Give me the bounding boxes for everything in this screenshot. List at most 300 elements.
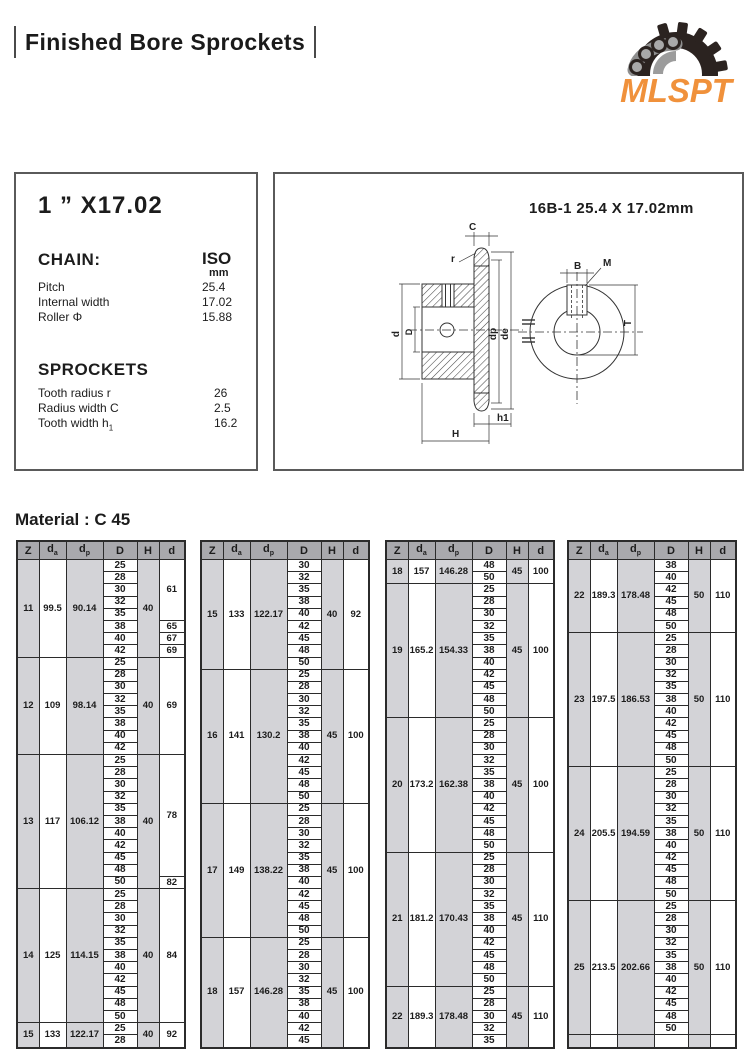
table-row	[201, 803, 369, 815]
table-row	[17, 657, 185, 669]
table-row	[201, 937, 369, 949]
cell-H: 50	[688, 560, 710, 633]
cell-D: 38	[654, 694, 688, 706]
dim-label-r: r	[451, 254, 455, 265]
cell-D: 25	[103, 1023, 137, 1035]
cell-D: 50	[103, 876, 137, 888]
cell-D: 42	[103, 974, 137, 986]
cell-D: 40	[287, 876, 321, 888]
table-row	[568, 560, 736, 572]
cell-D: 50	[103, 1010, 137, 1022]
cell-D: 40	[654, 974, 688, 986]
cell-D: 48	[472, 962, 506, 974]
cell-D: 25	[472, 584, 506, 596]
cell-D: 38	[654, 962, 688, 974]
cell-D: 48	[287, 913, 321, 925]
cell-D: 25	[103, 889, 137, 901]
cell-D: 32	[472, 755, 506, 767]
cell-H: 40	[137, 657, 159, 755]
brand-logo-text: MLSPT	[620, 72, 732, 109]
cell-D: 28	[103, 767, 137, 779]
sprocket-table-4	[567, 540, 737, 1049]
cell-dp: 194.59	[617, 767, 654, 901]
cell-dp: 178.48	[617, 560, 654, 633]
cell-D: 25	[472, 852, 506, 864]
cell-D: 45	[287, 1035, 321, 1048]
column-header: H	[321, 541, 343, 560]
cell-D: 30	[472, 608, 506, 620]
cell-D: 48	[472, 560, 506, 572]
cell-da: 109	[39, 657, 66, 755]
sprockets-section-label: SPROCKETS	[38, 360, 149, 379]
cell-da: 125	[39, 889, 66, 1023]
cell-D: 42	[654, 986, 688, 998]
cell-D: 32	[654, 937, 688, 949]
cell-D: 32	[287, 840, 321, 852]
cell-D: 40	[287, 608, 321, 620]
cell-D: 42	[287, 1023, 321, 1035]
cell-z: 22	[386, 986, 408, 1047]
cell-D: 50	[287, 925, 321, 937]
cell-dp: 202.66	[617, 901, 654, 1035]
cell-D: 48	[287, 645, 321, 657]
cell-H: 50	[688, 767, 710, 901]
unit-label	[202, 250, 231, 279]
cell-z: 25	[568, 901, 590, 1035]
dim-label-de: de	[500, 328, 511, 340]
cell-D: 38	[103, 718, 137, 730]
cell-D: 40	[287, 1010, 321, 1022]
cell-D: 30	[103, 681, 137, 693]
dim-label-B: B	[574, 261, 582, 272]
cell-D: 32	[103, 791, 137, 803]
cell-H: 40	[321, 560, 343, 670]
cell-D: 50	[654, 1023, 688, 1035]
spec-value: 17.02	[202, 295, 233, 309]
dim-label-D: D	[404, 328, 414, 336]
cell-D: 38	[287, 998, 321, 1010]
cell-D: 38	[287, 730, 321, 742]
cell-D: 42	[103, 840, 137, 852]
cell-D: 32	[287, 706, 321, 718]
cell-d: 69	[159, 657, 185, 755]
cell-D: 25	[103, 560, 137, 572]
cell-dp: 106.12	[66, 755, 103, 889]
cell-z	[568, 1035, 590, 1048]
cell-da: 213.5	[590, 901, 617, 1035]
cell-da: 205.5	[590, 767, 617, 901]
cell-D: 35	[287, 584, 321, 596]
table-row	[386, 718, 554, 730]
cell-D: 28	[472, 730, 506, 742]
cell-D: 35	[472, 1035, 506, 1048]
cell-H: 40	[137, 560, 159, 658]
cell-da: 141	[223, 669, 250, 803]
cell-da: 189.3	[408, 986, 435, 1047]
cell-z: 19	[386, 584, 408, 718]
cell-H: 45	[506, 852, 528, 986]
cell-H: 40	[137, 1023, 159, 1048]
cell-D: 28	[654, 645, 688, 657]
cell-D: 35	[103, 608, 137, 620]
column-header: D	[287, 541, 321, 560]
cell-D: 35	[472, 767, 506, 779]
cell-dp: 170.43	[435, 852, 472, 986]
cell-d: 92	[343, 560, 369, 670]
cell-D: 48	[103, 998, 137, 1010]
table-row	[568, 901, 736, 913]
cell-dp: 114.15	[66, 889, 103, 1023]
cell-d: 110	[710, 901, 736, 1035]
cell-D: 48	[654, 1010, 688, 1022]
cell-D: 38	[654, 828, 688, 840]
cell-D: 40	[103, 633, 137, 645]
cell-D: 35	[654, 950, 688, 962]
cell-dp: 154.33	[435, 584, 472, 718]
cell-D: 38	[103, 620, 137, 632]
dim-label-T: T	[623, 319, 634, 327]
cell-z: 16	[201, 669, 223, 803]
cell-H: 50	[688, 633, 710, 767]
spec-row-pitch	[38, 280, 248, 295]
table-header-row	[201, 541, 369, 560]
cell-z: 12	[17, 657, 39, 755]
cell-D: 28	[103, 1035, 137, 1048]
cell-D: 50	[654, 889, 688, 901]
cell-D: 30	[472, 742, 506, 754]
cell-d: 100	[528, 584, 554, 718]
dim-label-H: H	[452, 429, 460, 440]
table-row	[17, 889, 185, 901]
column-header: d	[343, 541, 369, 560]
cell-D: 32	[287, 572, 321, 584]
cell-z: 17	[201, 803, 223, 937]
cell-D: 32	[472, 1023, 506, 1035]
cell-D: 35	[287, 852, 321, 864]
spec-label: Radius width C	[38, 401, 119, 415]
chain-spec-box	[14, 172, 258, 471]
cell-D: 30	[287, 694, 321, 706]
cell-z: 23	[568, 633, 590, 767]
title-right-bar	[314, 26, 316, 58]
column-header: d	[710, 541, 736, 560]
cell-D: 48	[287, 779, 321, 791]
cell-D: 32	[654, 803, 688, 815]
cell-D: 30	[472, 876, 506, 888]
column-header: $d_a$	[408, 541, 435, 560]
cell-D: 45	[654, 730, 688, 742]
spec-row-radius-width	[38, 401, 248, 416]
column-header: $d_p$	[66, 541, 103, 560]
table-row	[386, 560, 554, 572]
cell-dp: 162.38	[435, 718, 472, 852]
cell-H: 45	[321, 803, 343, 937]
table-header-row	[568, 541, 736, 560]
dim-label-dp: dp	[488, 327, 499, 341]
column-header: Z	[568, 541, 590, 560]
cell-d: 82	[159, 876, 185, 888]
cell-H: 45	[506, 584, 528, 718]
column-header: $d_p$	[617, 541, 654, 560]
cell-D: 32	[654, 669, 688, 681]
cell-D: 35	[103, 803, 137, 815]
cell-D: 42	[654, 852, 688, 864]
cell-D: 42	[287, 755, 321, 767]
cell-D: 40	[103, 962, 137, 974]
cell-D: 28	[103, 901, 137, 913]
cell-D: 45	[287, 901, 321, 913]
cell-D: 40	[472, 791, 506, 803]
cell-d: 110	[710, 633, 736, 767]
cell-D: 30	[654, 657, 688, 669]
cell-D: 45	[654, 864, 688, 876]
sprocket-table-3	[385, 540, 555, 1049]
column-header: Z	[201, 541, 223, 560]
cell-D: 42	[472, 669, 506, 681]
cell-D: 35	[287, 986, 321, 998]
cell-D: 50	[654, 755, 688, 767]
cell-z: 21	[386, 852, 408, 986]
cell-D: 30	[287, 828, 321, 840]
cell-D: 32	[287, 974, 321, 986]
cell-D: 28	[103, 669, 137, 681]
cell-z: 11	[17, 560, 39, 658]
brand-logo	[610, 18, 742, 110]
cell-D: 25	[472, 986, 506, 998]
cell-D: 40	[654, 706, 688, 718]
cell-D: 25	[287, 937, 321, 949]
spec-value: 2.5	[214, 401, 231, 415]
cell-da: 197.5	[590, 633, 617, 767]
cell-D: 30	[287, 560, 321, 572]
cell-D: 50	[654, 620, 688, 632]
cell-D: 38	[472, 779, 506, 791]
cell-z: 13	[17, 755, 39, 889]
cell-D: 28	[472, 596, 506, 608]
cell-D: 45	[103, 852, 137, 864]
cell-d: 100	[528, 718, 554, 852]
cell-D: 48	[103, 864, 137, 876]
dim-label-M: M	[603, 258, 612, 269]
table-row	[568, 1035, 736, 1048]
cell-D: 40	[103, 828, 137, 840]
cell-dp: 122.17	[250, 560, 287, 670]
spec-value: 15.88	[202, 310, 233, 324]
cell-da: 173.2	[408, 718, 435, 852]
column-header: $d_a$	[223, 541, 250, 560]
spec-row-internal-width	[38, 295, 248, 310]
column-header: d	[528, 541, 554, 560]
cell-d: 110	[528, 852, 554, 986]
cell-d: 61	[159, 560, 185, 621]
cell-D: 50	[287, 657, 321, 669]
cell-D: 32	[103, 925, 137, 937]
spec-label: Tooth radius r	[38, 386, 111, 400]
cell-H: 45	[321, 937, 343, 1047]
cell-da: 133	[39, 1023, 66, 1048]
sprocket-chain-logo-icon	[610, 18, 742, 110]
cell-D: 45	[287, 767, 321, 779]
cell-D: 35	[654, 815, 688, 827]
cell-z: 24	[568, 767, 590, 901]
cell-D: 42	[654, 584, 688, 596]
cell-D: 30	[103, 584, 137, 596]
cell-D: 45	[654, 998, 688, 1010]
cell-D: 45	[654, 596, 688, 608]
cell-D: 35	[103, 706, 137, 718]
cell-D: 38	[472, 645, 506, 657]
cell-da: 157	[223, 937, 250, 1047]
cell-D: 42	[654, 718, 688, 730]
cell-da: 149	[223, 803, 250, 937]
cell-D: 32	[472, 620, 506, 632]
table-row	[17, 560, 185, 572]
cell-da	[590, 1035, 617, 1048]
page-header	[14, 26, 316, 58]
cell-d: 110	[710, 560, 736, 633]
cell-z: 15	[201, 560, 223, 670]
cell-z: 15	[17, 1023, 39, 1048]
column-header: $d_a$	[39, 541, 66, 560]
cell-D: 48	[472, 828, 506, 840]
cell-dp: 146.28	[250, 937, 287, 1047]
cell-D: 40	[287, 742, 321, 754]
cell-D: 30	[103, 913, 137, 925]
cell-da: 189.3	[590, 560, 617, 633]
table-row	[568, 767, 736, 779]
column-header: d	[159, 541, 185, 560]
cell-D: 38	[654, 560, 688, 572]
spec-row-tooth-width	[38, 416, 248, 431]
spec-label: Pitch	[38, 280, 65, 294]
cell-D	[654, 1035, 688, 1048]
cell-D: 35	[103, 937, 137, 949]
title-left-bar	[14, 26, 16, 58]
cell-dp: 122.17	[66, 1023, 103, 1048]
cell-D: 42	[472, 803, 506, 815]
cell-D: 35	[472, 901, 506, 913]
cell-H: 45	[506, 986, 528, 1047]
cell-D: 45	[287, 633, 321, 645]
cell-D: 25	[103, 657, 137, 669]
material-label: Material : C 45	[15, 510, 131, 529]
column-header: D	[472, 541, 506, 560]
cell-H	[688, 1035, 710, 1048]
cell-d: 67	[159, 633, 185, 645]
cell-D: 42	[472, 937, 506, 949]
cell-D: 42	[103, 645, 137, 657]
cell-D: 35	[654, 681, 688, 693]
column-header: H	[506, 541, 528, 560]
cell-D: 38	[287, 864, 321, 876]
spec-value: 26	[214, 386, 228, 400]
cell-H: 45	[321, 669, 343, 803]
mm-label: mm	[209, 267, 229, 279]
table-row	[386, 584, 554, 596]
cell-D: 50	[287, 791, 321, 803]
cell-D: 42	[287, 620, 321, 632]
cell-d: 84	[159, 889, 185, 1023]
cell-D: 25	[654, 633, 688, 645]
drawing-title: 16B-1 25.4 X 17.02mm	[529, 200, 694, 217]
column-header: D	[654, 541, 688, 560]
cell-D: 25	[654, 901, 688, 913]
cell-dp: 138.22	[250, 803, 287, 937]
sprocket-table-2	[200, 540, 370, 1049]
cell-D: 38	[472, 913, 506, 925]
cell-da: 133	[223, 560, 250, 670]
cell-dp: 130.2	[250, 669, 287, 803]
cell-z: 22	[568, 560, 590, 633]
cell-D: 45	[472, 681, 506, 693]
cell-D: 32	[103, 694, 137, 706]
cell-D: 45	[103, 986, 137, 998]
spec-row-roller	[38, 310, 248, 325]
cell-D: 38	[103, 815, 137, 827]
cell-z: 20	[386, 718, 408, 852]
cell-D: 42	[103, 742, 137, 754]
iso-label: ISO	[202, 249, 232, 268]
spec-label: Internal width	[38, 295, 110, 309]
cell-D: 35	[472, 633, 506, 645]
cell-D: 50	[472, 572, 506, 584]
cell-D: 45	[472, 950, 506, 962]
cell-dp: 146.28	[435, 560, 472, 584]
cell-D: 28	[287, 681, 321, 693]
cell-D: 40	[472, 657, 506, 669]
cell-D: 25	[654, 767, 688, 779]
column-header: D	[103, 541, 137, 560]
cell-D: 25	[103, 755, 137, 767]
cell-D: 45	[472, 815, 506, 827]
table-row	[386, 852, 554, 864]
cell-d: 78	[159, 755, 185, 877]
cell-D: 32	[103, 596, 137, 608]
cell-D: 32	[472, 889, 506, 901]
spec-value: 16.2	[214, 416, 238, 430]
cell-d: 110	[710, 767, 736, 901]
cell-dp: 98.14	[66, 657, 103, 755]
table-row	[201, 669, 369, 681]
table-header-row	[17, 541, 185, 560]
cell-H: 40	[137, 889, 159, 1023]
cell-D: 38	[103, 950, 137, 962]
cell-D: 30	[654, 791, 688, 803]
column-header: Z	[17, 541, 39, 560]
cell-D: 28	[654, 779, 688, 791]
table-row	[568, 633, 736, 645]
cell-H: 45	[506, 560, 528, 584]
table-row	[17, 1023, 185, 1035]
spec-label: Roller Φ	[38, 310, 83, 324]
cell-z: 18	[201, 937, 223, 1047]
cell-D: 40	[654, 840, 688, 852]
cell-D: 30	[103, 779, 137, 791]
cell-D: 50	[472, 974, 506, 986]
cell-D: 28	[287, 815, 321, 827]
column-header: $d_p$	[250, 541, 287, 560]
cell-D: 50	[472, 706, 506, 718]
cell-d: 65	[159, 620, 185, 632]
cell-D: 30	[472, 1010, 506, 1022]
cell-D: 40	[103, 730, 137, 742]
cell-D: 48	[654, 608, 688, 620]
sprocket-table-1	[16, 540, 186, 1049]
table-row	[386, 986, 554, 998]
cell-d: 100	[343, 669, 369, 803]
cell-D: 25	[287, 803, 321, 815]
cell-D: 28	[472, 864, 506, 876]
